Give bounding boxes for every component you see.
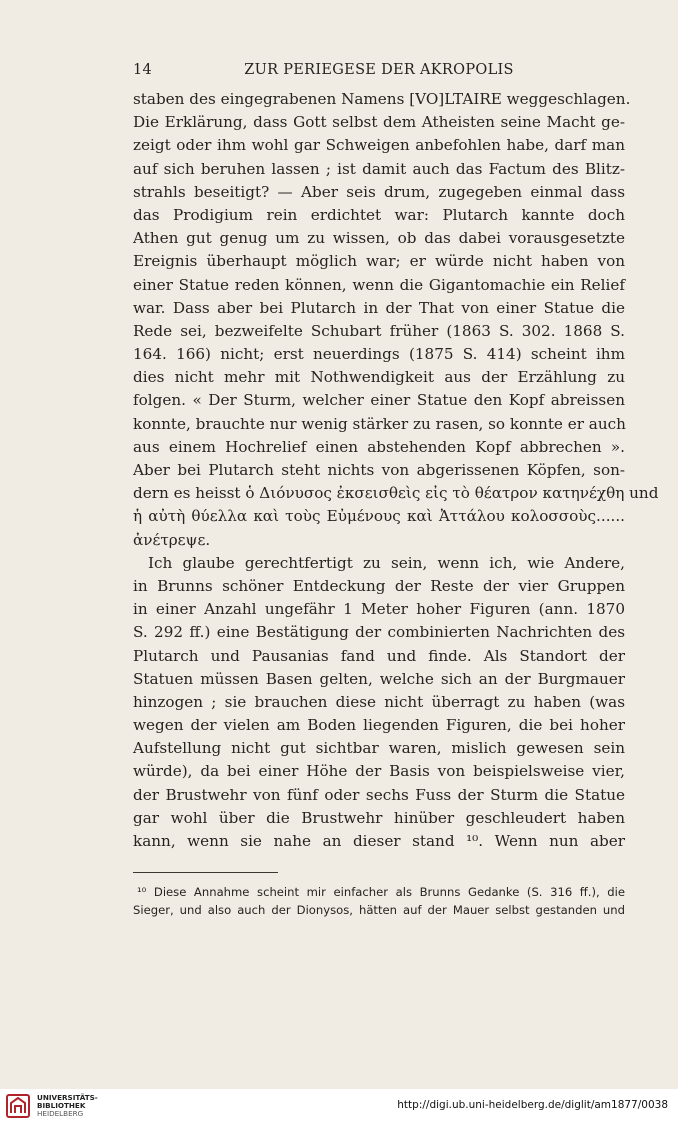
running-title: ZUR PERIEGESE DER AKROPOLIS [244, 62, 514, 78]
footnote [133, 883, 625, 919]
text-line: staben des eingegrabenen Namens [VO]LTAIRE weggeschlagen. [133, 90, 631, 108]
library-name-line: BIBLIOTHEK [37, 1101, 86, 1110]
text-line: der Brustwehr von fünf oder sechs Fuss der Sturm die Statue [133, 785, 625, 804]
text-line: Athen gut genug um zu wissen, ob das dabei vorausgesetzte [133, 229, 625, 248]
page-number: 14 [133, 62, 153, 78]
text-line: Plutarch und Pausanias fand und finde. Als Standort der [133, 646, 625, 665]
text-line: zeigt oder ihm wohl gar Schweigen anbefohlen habe, darf man [133, 136, 625, 155]
text-line: einer Statue reden können, wenn die Gigantomachie ein Relief [133, 275, 625, 294]
text-line: auf sich beruhen lassen ; ist damit auch das Factum des Blitz- [133, 159, 625, 178]
paragraph-start-line: Ich glaube gerechtfertigt zu sein, wenn ich, wie Andere, [148, 553, 625, 572]
text-line: Aufstellung nicht gut sichtbar waren, mislich gewesen sein [133, 739, 625, 758]
text-line: Statuen müssen Basen gelten, welche sich an der Burgmauer [133, 669, 625, 688]
library-name-line: HEIDELBERG [37, 1109, 84, 1118]
text-line: kann, wenn sie nahe an dieser stand ¹⁰. Wenn nun aber [133, 832, 625, 850]
text-line: Aber bei Plutarch steht nichts von abgerissenen Köpfen, son- [133, 461, 625, 479]
footnote-line: Sieger, und also auch der Dionysos, hätten auf der Mauer selbst gestanden und [133, 903, 625, 917]
text-line: das Prodigium rein erdichtet war: Plutarch kannte doch [133, 205, 625, 224]
text-line: strahls beseitigt? — Aber seis drum, zugegeben einmal dass [133, 182, 625, 201]
text-line: gar wohl über die Brustwehr hinüber geschleudert haben [133, 808, 625, 827]
text-line: wegen der vielen am Boden liegenden Figuren, die bei hoher [133, 716, 625, 735]
text-line: konnte, brauchte nur wenig stärker zu rasen, so konnte er auch [133, 414, 626, 433]
text-line: S. 292 ff.) eine Bestätigung der combinierten Nachrichten des [133, 623, 625, 642]
digitization-footer [0, 1089, 678, 1122]
footnote-line: ¹⁰ Diese Annahme scheint mir einfacher als Brunns Gedanke (S. 316 ff.), die [137, 885, 625, 899]
library-name-line: UNIVERSITÄTS- [37, 1093, 98, 1102]
greek-line: dern es heisst ὁ Διόνυσος ἐκσεισθεὶς εἰς τὸ θέατρον κατηνέχθη und [133, 484, 659, 503]
greek-line: ἡ αὐτὴ θύελλα καὶ τοὺς Εὐμένους καὶ Ἀττάλου κολοσσοὺς...... [133, 507, 625, 526]
text-line: hinzogen ; sie brauchen diese nicht überragt zu haben (was [133, 692, 625, 711]
text-line: Ereignis überhaupt möglich war; er würde nicht haben von [133, 252, 625, 271]
footnote-divider [133, 872, 278, 873]
body-text [133, 88, 659, 853]
greek-line: ἀνέτρεψε. [133, 530, 211, 549]
text-line: folgen. « Der Sturm, welcher einer Statue den Kopf abreissen [133, 391, 625, 410]
text-line: würde), da bei einer Höhe der Basis von beispielsweise vier, [133, 762, 625, 781]
text-line: war. Dass aber bei Plutarch in der That von einer Statue die [133, 298, 625, 317]
library-name [37, 1094, 98, 1118]
library-logo-icon [6, 1094, 30, 1118]
source-url-link[interactable]: http://digi.ub.uni-heidelberg.de/diglit/am1877/0038 [397, 1099, 668, 1111]
logo-building [11, 1098, 25, 1113]
text-line: aus einem Hochrelief einen abstehenden Kopf abbrechen ». [133, 437, 625, 456]
page-header [133, 62, 625, 82]
text-line: 164. 166) nicht; erst neuerdings (1875 S. 414) scheint ihm [133, 345, 625, 364]
text-line: Rede sei, bezweifelte Schubart früher (1863 S. 302. 1868 S. [133, 321, 625, 340]
text-line: dies nicht mehr mit Nothwendigkeit aus der Erzählung zu [133, 368, 625, 387]
text-line: Die Erklärung, dass Gott selbst dem Atheisten seine Macht ge- [133, 113, 625, 132]
text-line: in Brunns schöner Entdeckung der Reste der vier Gruppen [133, 576, 625, 595]
text-line: in einer Anzahl ungefähr 1 Meter hoher Figuren (ann. 1870 [133, 600, 625, 619]
